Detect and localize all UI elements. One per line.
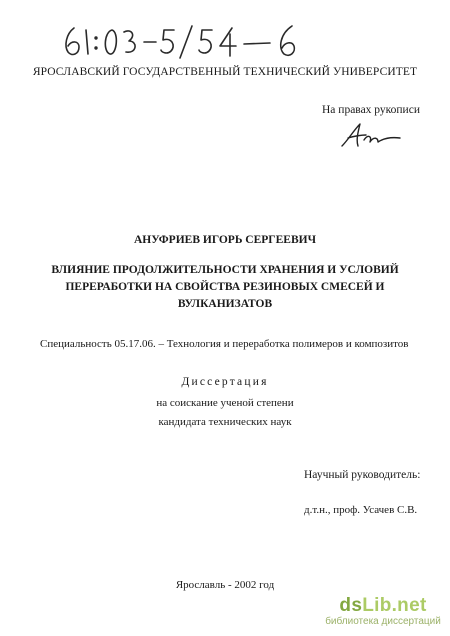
manuscript-note: На правах рукописи bbox=[322, 104, 420, 116]
supervisor-name: д.т.н., проф. Усачев С.В. bbox=[304, 504, 418, 516]
title-line: ВУЛКАНИЗАТОВ bbox=[177, 298, 273, 310]
title-line: ВЛИЯНИЕ ПРОДОЛЖИТЕЛЬНОСТИ ХРАНЕНИЯ И УСЛОВИЙ bbox=[51, 264, 399, 276]
university-name: ЯРОСЛАВСКИЙ ГОСУДАРСТВЕННЫЙ ТЕХНИЧЕСКИЙ УНИВЕРСИТЕТ bbox=[32, 66, 418, 78]
specialty: Специальность 05.17.06. – Технология и переработка полимеров и композитов bbox=[40, 338, 409, 350]
degree-line: кандидата технических наук bbox=[158, 416, 292, 428]
watermark-tagline: библиотека диссертаций bbox=[325, 616, 441, 627]
watermark-logo-text: dsLib.net bbox=[339, 595, 427, 616]
city-year: Ярославль - 2002 год bbox=[175, 579, 275, 591]
handwritten-archive-code bbox=[60, 20, 330, 62]
dslib-watermark-logo bbox=[320, 596, 446, 634]
supervisor-label: Научный руководитель: bbox=[304, 469, 421, 481]
degree-line: на соискание ученой степени bbox=[156, 397, 294, 409]
author-name: АНУФРИЕВ ИГОРЬ СЕРГЕЕВИЧ bbox=[133, 234, 317, 246]
dissertation-title bbox=[40, 262, 410, 313]
dissertation-label: Диссертация bbox=[181, 376, 269, 388]
signature-icon bbox=[336, 120, 402, 152]
title-line: ПЕРЕРАБОТКИ НА СВОЙСТВА РЕЗИНОВЫХ СМЕСЕЙ И bbox=[65, 281, 385, 293]
